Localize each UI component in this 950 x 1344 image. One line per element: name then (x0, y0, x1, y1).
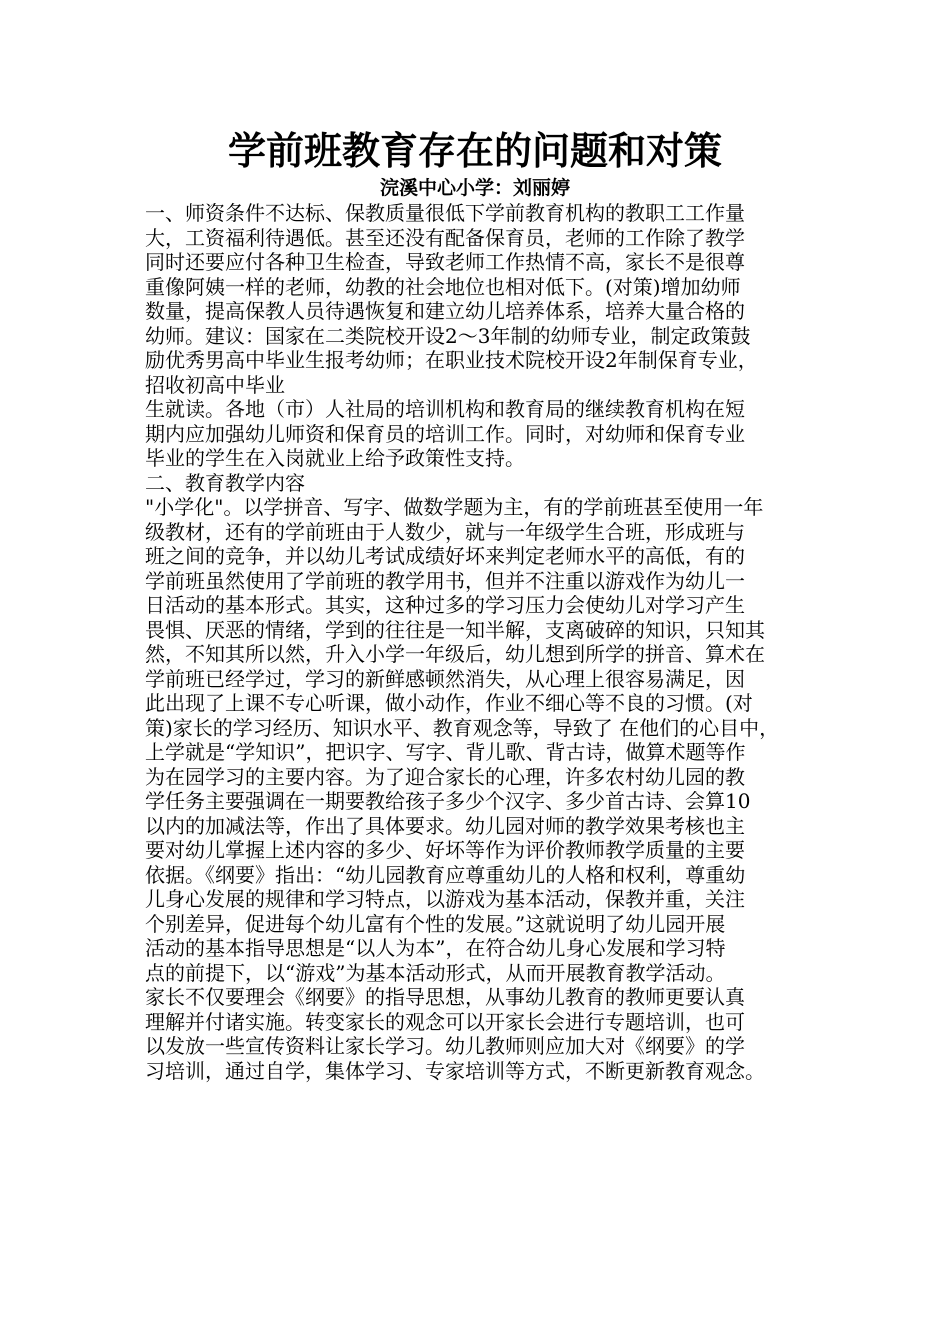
body-line: 生就读。各地（市）人社局的培训机构和教育局的继续教育机构在短 (145, 397, 745, 421)
body-line: 大，工资福利待遇低。甚至还没有配备保育员，老师的工作除了教学 (145, 225, 745, 250)
body-line: 畏惧、厌恶的情绪，学到的往往是一知半解，支离破碎的知识，只知其 (145, 617, 765, 642)
body-line: 依据。《纲要》指出：“幼儿园教育应尊重幼儿的人格和权利，尊重幼 (145, 862, 746, 887)
body-line: 策)家长的学习经历、知识水平、教育观念等，导致了 在他们的心目中， (145, 715, 780, 740)
body-line: 日活动的基本形式。其实，这种过多的学习压力会使幼儿对学习产生 (145, 593, 745, 617)
body-text (145, 201, 817, 1083)
body-line: "小学化"。以学拼音、写字、做数学题为主，有的学前班甚至使用一年 (145, 495, 764, 519)
body-line: 儿身心发展的规律和学习特点，以游戏为基本活动，保教并重，关注 (145, 887, 745, 911)
body-line: 重像阿姨一样的老师，幼教的社会地位也相对低下。(对策)增加幼师 (145, 274, 741, 299)
body-line: 数量，提高保教人员待遇恢复和建立幼儿培养体系，培养大量合格的 (145, 299, 745, 323)
body-line: 习培训，通过自学，集体学习、专家培训等方式，不断更新教育观念。 (145, 1058, 765, 1083)
body-line: 期内应加强幼儿师资和保育员的培训工作。同时，对幼师和保育专业 (145, 421, 745, 446)
body-line: 活动的基本指导思想是“以人为本”，在符合幼儿身心发展和学习特 (145, 936, 726, 960)
body-line: 二、教育教学内容 (145, 470, 305, 495)
body-line: 个别差异，促进每个幼儿富有个性的发展。”这就说明了幼儿园开展 (145, 911, 726, 936)
body-line: 此出现了上课不专心听课，做小动作，作业不细心等不良的习惯。(对 (145, 691, 753, 715)
body-line: 幼师。建议：国家在二类院校开设2～3年制的幼师专业，制定政策鼓 (145, 323, 751, 348)
body-line: 同时还要应付各种卫生检查，导致老师工作热情不高，家长不是很尊 (145, 250, 745, 274)
body-line: 要对幼儿掌握上述内容的多少、好坏等作为评价教师教学质量的主要 (145, 838, 745, 862)
body-line: 一、师资条件不达标、保教质量很低下学前教育机构的教职工工作量 (145, 201, 745, 225)
body-line: 招收初高中毕业 (145, 372, 285, 397)
body-line: 学前班虽然使用了学前班的教学用书，但并不注重以游戏作为幼儿一 (145, 568, 745, 593)
body-line: 点的前提下，以“游戏”为基本活动形式，从而开展教育教学活动。 (145, 960, 726, 985)
body-line: 然，不知其所以然，升入小学一年级后，幼儿想到所学的拼音、算术在 (145, 642, 765, 666)
body-line: 理解并付诸实施。转变家长的观念可以开家长会进行专题培训，也可 (145, 1009, 745, 1034)
body-line: 级教材，还有的学前班由于人数少，就与一年级学生合班，形成班与 (145, 519, 745, 544)
author-line: 浣溪中心小学：刘丽婷 (379, 177, 570, 199)
body-line: 上学就是“学知识”，把识字、写字、背儿歌、背古诗，做算术题等作 (145, 740, 746, 764)
body-line: 以发放一些宣传资料让家长学习。幼儿教师则应加大对《纲要》的学 (145, 1034, 745, 1058)
body-line: 学任务主要强调在一期要教给孩子多少个汉字、多少首古诗、会算10 (145, 789, 751, 813)
body-line: 为在园学习的主要内容。为了迎合家长的心理，许多农村幼儿园的教 (145, 764, 745, 789)
body-line: 以内的加减法等，作出了具体要求。幼儿园对师的教学效果考核也主 (145, 813, 745, 838)
body-line: 班之间的竞争，并以幼儿考试成绩好坏来判定老师水平的高低，有的 (145, 544, 745, 568)
body-line: 励优秀男高中毕业生报考幼师；在职业技术院校开设2年制保育专业， (145, 348, 758, 372)
body-line: 家长不仅要理会《纲要》的指导思想，从事幼儿教育的教师更要认真 (145, 985, 745, 1009)
body-line: 毕业的学生在入岗就业上给予政策性支持。 (145, 446, 525, 470)
document-title: 学前班教育存在的问题和对策 (227, 128, 722, 173)
body-line: 学前班已经学过，学习的新鲜感顿然消失，从心理上很容易满足，因 (145, 666, 745, 691)
